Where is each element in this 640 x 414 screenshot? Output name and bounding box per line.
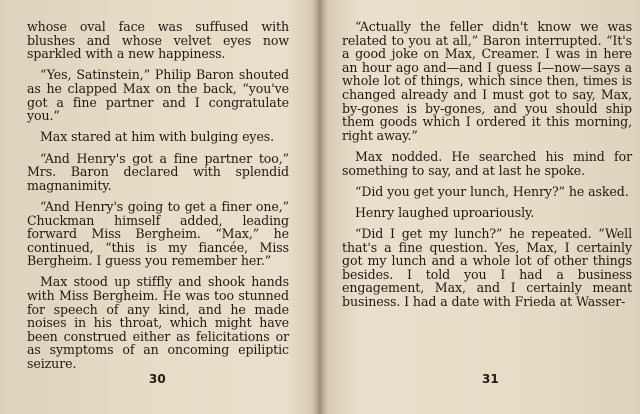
paragraph: “And Henry's got a fine partner too,” Mrs. Baron declared with splendid magnanimity. — [27, 150, 289, 193]
paragraph: “And Henry's going to get a finer one,” Chuckman himself added, leading forward Miss Bergheim. “Max,” he continued, “this is my fiancée, Miss Bergheim. I guess you remember her.” — [27, 198, 289, 269]
page-number: 30 — [149, 372, 166, 386]
paragraph: “Yes, Satinstein,” Philip Baron shouted as he clapped Max on the back, “you've got a fine partner and I congratulate you.” — [27, 67, 289, 124]
paragraph: Max nodded. He searched his mind for something to say, and at last he spoke. — [342, 148, 632, 178]
paragraph: “Did you get your lunch, Henry?” he asked. — [355, 183, 629, 199]
paragraph: Henry laughed uproariously. — [355, 204, 535, 220]
left-page — [0, 0, 318, 414]
right-page — [322, 0, 640, 414]
paragraph: Max stood up stiffly and shook hands with Miss Bergheim. He was too stunned for speech of any kind, and he made noises in his throat, which might have been construed either as felicitations or as symptoms of an oncoming epiliptic seizure. — [27, 274, 289, 372]
paragraph: whose oval face was suffused with blushes and whose velvet eyes now sparkled with a new happiness. — [27, 19, 289, 62]
left-page-text — [27, 20, 289, 378]
right-page-text — [342, 20, 632, 316]
paragraph: “Actually the feller didn't know we was related to you at all,” Baron interrupted. “It's a good joke on Max, Creamer. I was in here an hour ago and—and I guess I—now—says a whole lot of things, which since then, times is changed already and I must got to say, Max, by-gones is by-gones, and you should ship them goods which I ordered it this morning, right away.” — [342, 19, 632, 143]
paragraph: Max stared at him with bulging eyes. — [40, 129, 275, 145]
page-number: 31 — [482, 372, 499, 386]
paragraph: “Did I get my lunch?” he repeated. “Well that's a fine question. Yes, Max, I certainly got my lunch and a whole lot of other things besides. I told you I had a business engagement, Max, and I certainly meant business. I had a date with Frieda at Wasser- — [342, 226, 632, 310]
